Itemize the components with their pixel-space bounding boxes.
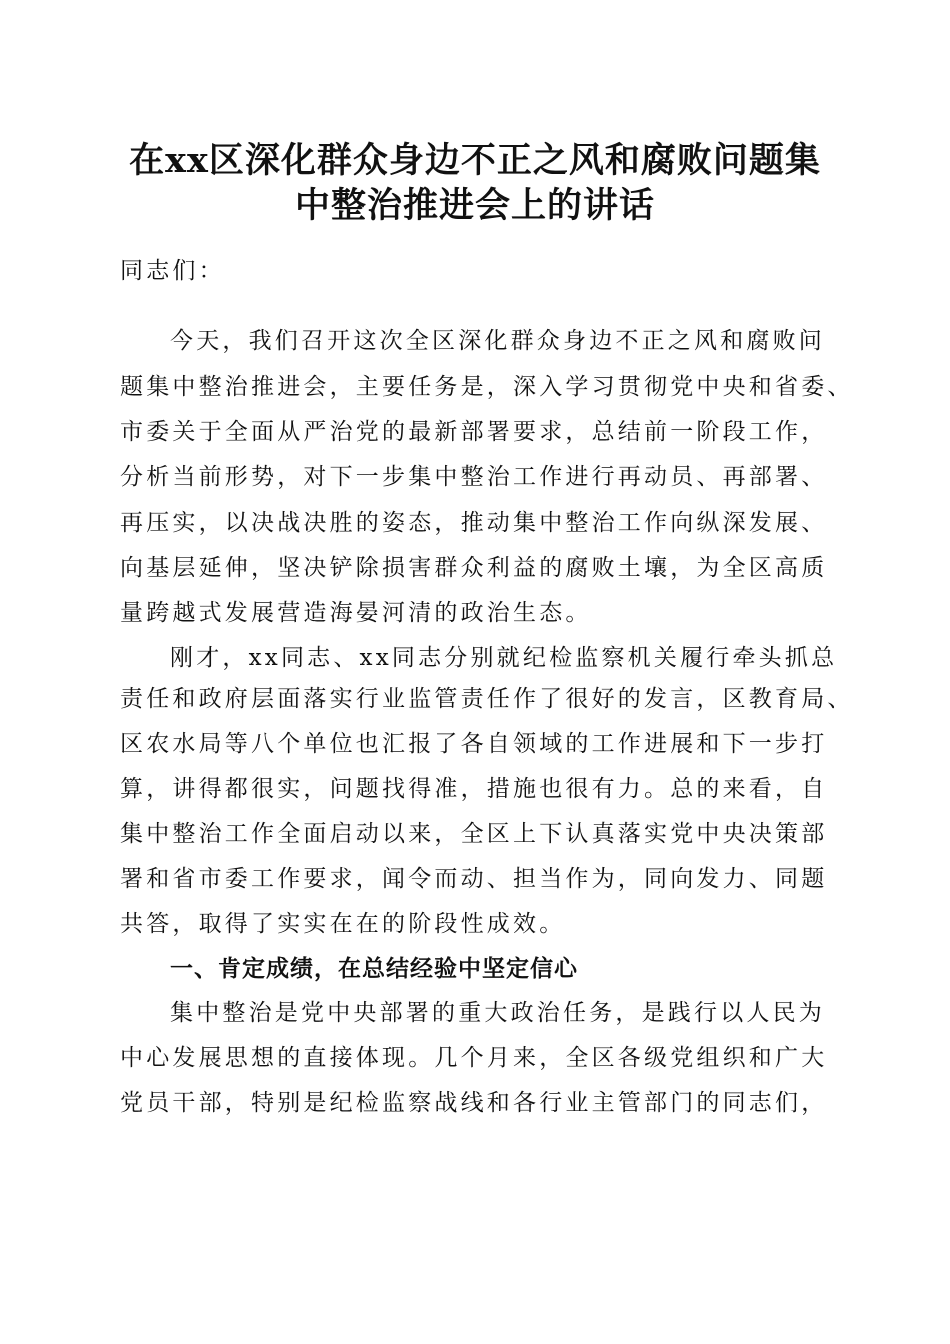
paragraph-2-line: 刚才，xx同志、xx同志分别就纪检监察机关履行牵头抓总	[170, 645, 838, 671]
section-heading: 一、肯定成绩，在总结经验中坚定信心	[170, 956, 578, 982]
document-title-line-1: 在xx区深化群众身边不正之风和腐败问题集	[129, 140, 821, 181]
paragraph-1-line: 再压实，以决战决胜的姿态，推动集中整治工作向纵深发展、	[120, 510, 828, 536]
paragraph-1-line: 题集中整治推进会，主要任务是，深入学习贯彻党中央和省委、	[120, 374, 854, 400]
paragraph-1-line: 今天，我们召开这次全区深化群众身边不正之风和腐败问	[170, 328, 825, 354]
paragraph-1-line: 向基层延伸，坚决铲除损害群众利益的腐败土壤，为全区高质	[120, 555, 828, 581]
paragraph-3-line: 中心发展思想的直接体现。几个月来，全区各级党组织和广大	[120, 1045, 828, 1071]
paragraph-3-line: 党员干部，特别是纪检监察战线和各行业主管部门的同志们，	[120, 1090, 828, 1116]
salutation: 同志们：	[120, 258, 225, 284]
paragraph-2-line: 区农水局等八个单位也汇报了各自领域的工作进展和下一步打	[120, 731, 828, 757]
paragraph-1-line: 市委关于全面从严治党的最新部署要求，总结前一阶段工作，	[120, 419, 828, 445]
paragraph-2-line: 算，讲得都很实，问题找得准，措施也很有力。总的来看，自	[120, 776, 828, 802]
paragraph-1-line: 量跨越式发展营造海晏河清的政治生态。	[120, 600, 592, 626]
document-title-line-2: 中整治推进会上的讲话	[294, 185, 655, 226]
paragraph-2-line: 署和省市委工作要求，闻令而动、担当作为，同向发力、同题	[120, 866, 828, 892]
paragraph-3-line: 集中整治是党中央部署的重大政治任务，是践行以人民为	[170, 1000, 825, 1026]
paragraph-1-line: 分析当前形势，对下一步集中整治工作进行再动员、再部署、	[120, 464, 828, 490]
paragraph-2-line: 责任和政府层面落实行业监管责任作了很好的发言，区教育局、	[120, 686, 854, 712]
paragraph-2-line: 集中整治工作全面启动以来，全区上下认真落实党中央决策部	[120, 821, 828, 847]
paragraph-2-line: 共答，取得了实实在在的阶段性成效。	[120, 911, 566, 937]
